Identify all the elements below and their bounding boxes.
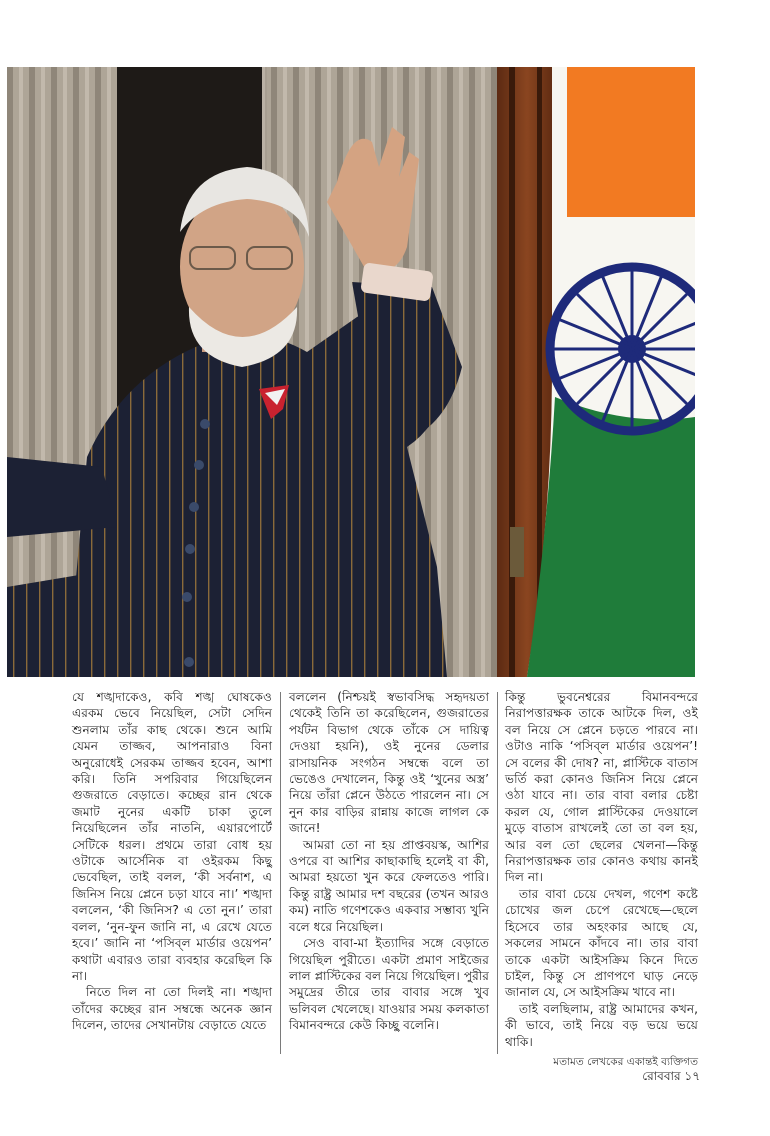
paragraph: তাই বলছিলাম, রাষ্ট্র আমাদের কখন, কী ভাবে, তাই নিয়ে বড় ভয়ে ভয়ে থাকি। (505, 1001, 698, 1049)
opinion-disclaimer: মতামত লেখকের একান্তই ব্যক্তিগত (553, 1055, 698, 1068)
column-rule (280, 692, 281, 1054)
photo-illustration (7, 67, 695, 677)
article-column-2 (289, 689, 489, 1034)
paragraph: নিতে দিল না তো দিলই না। শঙ্খদা তাঁদের কচ্ছের রান সম্বন্ধে অনেক জ্ঞান দিলেন, তাদের সেখানটায় বেড়াতে যেতে (72, 985, 272, 1033)
paragraph: সেও বাবা-মা ইত্যাদির সঙ্গে বেড়াতে গিয়েছিল পুরীতে। একটা প্রমাণ সাইজের লাল প্লাস্টিকের বল নিয়ে গিয়েছিল। পুরীর সমুদ্রের তীরে তার বাবার সঙ্গে খুব ভলিবল খেলেছে। যাওয়ার সময় কলকাতা বিমানবন্দরে কেউ কিচ্ছু বলেনি। (289, 936, 489, 1033)
paragraph: তার বাবা চেয়ে দেখল, গণেশ কষ্টে চোখের জল চেপে রেখেছে—ছেলে হিসেবে তার অহংকার আছে যে, সকলের সামনে কাঁদবে না। তার বাবা তাকে একটা আইসক্রিম কিনে দিতে চাইল, কিন্তু সে প্রাণপণে ঘাড় নেড়ে জানাল যে, সে আইসক্রিম খাবে না। (505, 886, 698, 1000)
column-rule (497, 692, 498, 1054)
feature-photo (7, 67, 695, 677)
article-column-3 (505, 689, 698, 1070)
paragraph: আমরা তো না হয় প্রাপ্তবয়স্ক, আশির ওপরে বা আশির কাছাকাছি হলেই বা কী, আমরা হয়তো খুন করে ফেলতেও পারি। কিন্তু রাষ্ট্র আমার দশ বছরের (তখন আরও কম) নাতি গণেশকেও একবার সম্ভাব্য খুনি বলে ধরে নিয়েছিল। (289, 837, 489, 934)
paragraph: কিন্তু ভুবনেশ্বরের বিমানবন্দরে নিরাপত্তারক্ষক তাকে আটকে দিল, ওই বল নিয়ে সে প্লেনে চড়তে পারবে না। ওটাও নাকি ‘পসিব্‌ল মার্ডার ওয়েপন’! সে বলের কী দোষ? না, প্লাস্টিকে বাতাস ভর্তি করা কোনও জিনিস নিয়ে প্লেনে ওঠা যাবে না। তার বাবা বলার চেষ্টা করল যে, গোল প্লাস্টিকের দেওয়ালে মুড়ে বাতাস রাখলেই তো তা বল হয়, আর বল তো ছেলের খেলনা—কিন্তু নিরাপত্তারক্ষক তার কোনও কথায় কানই দিল না। (505, 690, 698, 885)
page-folio: রোববার ১৭ (642, 1069, 700, 1083)
article-column-1 (72, 689, 272, 1034)
paragraph: যে শঙ্খদাকেও, কবি শঙ্খ ঘোষকেও এরকম ভেবে নিয়েছিল, সেটা সেদিন শুনলাম তাঁর কাছ থেকে। শুনে আমি যেমন তাজ্জব, আপনারাও বিনা অনুরোধেই সেরকম তাজ্জব হবেন, আশা করি। তিনি সপরিবার গিয়েছিলেন গুজরাতে বেড়াতে। কচ্ছের রান থেকে জমাট নুনের একটি চাকা তুলে নিয়েছিলেন তাঁর নাতনি, এয়ারপোর্টে সেটিকে ধরল। প্রথমে তারা বোধ হয় ওটাকে আর্সেনিক বা ওইরকম কিছু ভেবেছিল, তাই বলল, ‘কী সর্বনাশ, এ জিনিস নিয়ে প্লেনে চড়া যাবে না।’ শঙ্খদা বললেন, ‘কী জিনিস? এ তো নুন।’ তারা বলল, ‘নুন-ফুন জানি না, এ রেখে যেতে হবে।’ জানি না ‘পসিব্‌ল মার্ডার ওয়েপন’ কথাটা এবারও তারা ব্যবহার করেছিল কি না। (72, 690, 272, 983)
paragraph: বললেন (নিশ্চয়ই স্বভাবসিদ্ধ সহৃদয়তা থেকেই তিনি তা করেছিলেন, গুজরাতের পর্যটন বিভাগ থেকে তাঁকে সে দায়িত্ব দেওয়া হয়নি), ওই নুনের ডেলার রাসায়নিক সংগঠন সম্বন্ধে বলে তা ভেঙেও দেখালেন, কিন্তু ওই ‘খুনের অস্ত্র’ নিয়ে তাঁরা প্লেনে উঠতে পারলেন না। সে নুন কার বাড়ির রান্নায় কাজে লাগল কে জানে! (289, 690, 489, 836)
